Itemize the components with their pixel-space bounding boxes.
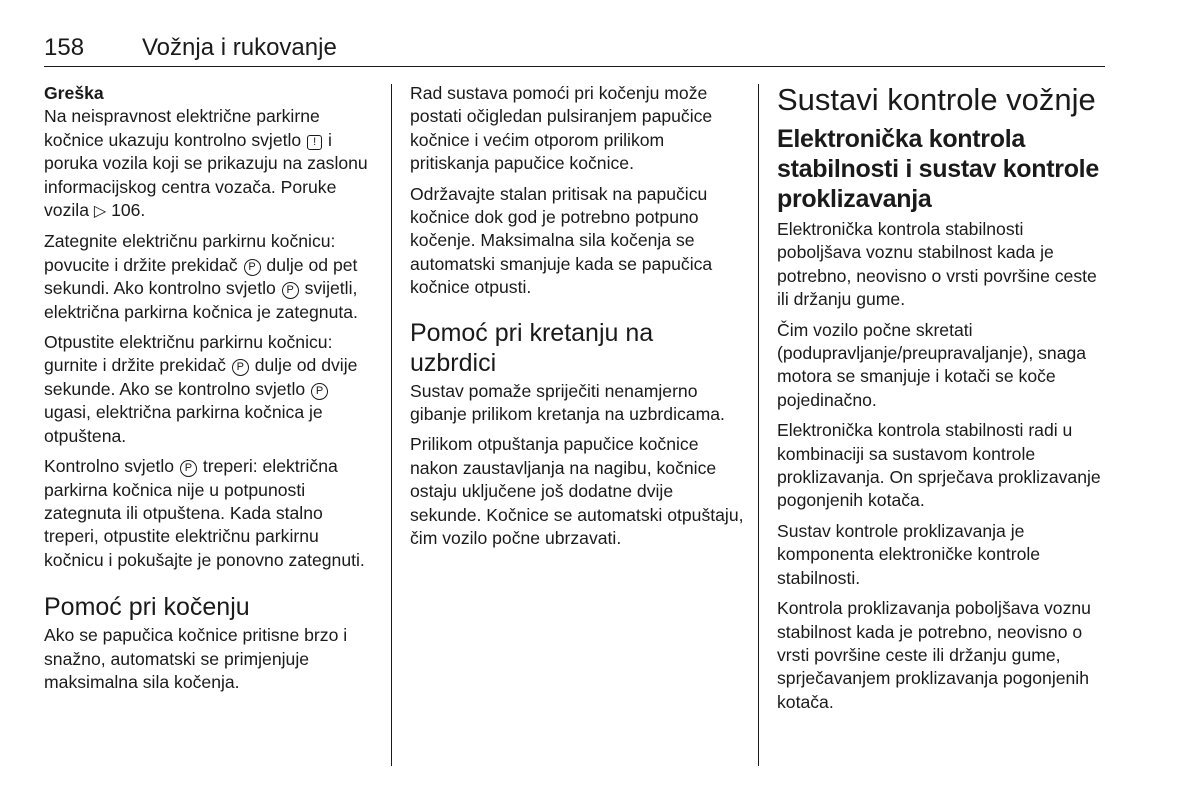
column-right [777, 82, 1107, 721]
paragraph-text: svijetli, električna parkirna kočnica je zategnuta. [44, 278, 358, 322]
column-divider [391, 84, 392, 766]
paragraph [44, 331, 376, 448]
paragraph: Čim vozilo počne skretati (podupravljanje/preupravaljanje), snaga motora se smanjuje i kotači se koče pojedinačno. [777, 319, 1087, 410]
section-heading-brake-assist: Pomoć pri kočenju [44, 593, 250, 622]
paragraph-text: Otpustite električnu parkirnu kočnicu: gurnite i držite prekidač [44, 332, 333, 376]
paragraph-text: i poruka vozila koji se prikazuju na zaslonu informacijskog centra vozača. Poruke vozila [44, 129, 368, 221]
column-middle [410, 82, 744, 558]
paragraph: Elektronička kontrola stabilnosti poboljšava voznu stabilnost kada je potrebno, neovisno o vrsti površine ceste ili držanju gume. [777, 219, 1097, 310]
paragraph-text: Kontrolno svjetlo [44, 456, 175, 477]
parking-brake-icon: P [244, 259, 261, 276]
paragraph-text: ugasi, električna parkirna kočnica je otpuštena. [44, 402, 323, 446]
paragraph: Sustav pomaže spriječiti nenamjerno gibanje prilikom kretanja na uzbrdicama. [410, 380, 725, 425]
paragraph [44, 105, 376, 223]
subsection-title: Elektronička kontrola stabilnosti i sustav kontrole proklizavanja [777, 125, 1099, 213]
section-title: Sustavi kontrole vožnje [777, 82, 1096, 117]
chapter-title: Vožnja i rukovanje [142, 34, 337, 61]
parking-brake-icon: P [311, 383, 328, 400]
section-heading-hill-start: Pomoć pri kretanju na uzbrdici [410, 318, 654, 377]
paragraph: Elektronička kontrola stabilnosti radi u kombinaciji sa sustavom kontrole proklizavanja. On sprječava proklizavanje pogonjenih kotača. [777, 420, 1101, 511]
paragraph-text: treperi: električna parkirna kočnica nije u potpunosti zategnuta ili otpuštena. Kada stalno treperi, otpustite električnu parkirnu kočnicu i pokušajte je ponovno zategnuti. [44, 456, 365, 570]
paragraph: Održavajte stalan pritisak na papučicu kočnice dok god je potrebno potpuno kočenje. Maksimalna sila kočenja se automatski smanjuje kada se papučica kočnice otpusti. [410, 183, 713, 298]
column-left [44, 82, 376, 701]
parking-brake-icon: P [232, 359, 249, 376]
paragraph-text: Na neispravnost električne parkirne kočnice ukazuju kontrolno svjetlo [44, 106, 320, 150]
error-subheading: Greška [44, 83, 104, 103]
paragraph-text: dulje od pet sekundi. Ako kontrolno svjetlo [44, 254, 358, 299]
paragraph: Ako se papučica kočnice pritisne brzo i snažno, automatski se primjenjuje maksimalna sila kočenja. [44, 625, 348, 692]
paragraph: Kontrola proklizavanja poboljšava voznu stabilnost kada je potrebno, neovisno o vrsti površine ceste ili držanju gume, sprječavanjem proklizavanja pogonjenih kotača. [777, 598, 1091, 712]
page-number: 158 [44, 34, 85, 61]
paragraph [44, 230, 376, 324]
column-divider [758, 84, 759, 766]
paragraph: Rad sustava pomoći pri kočenju može postati očigledan pulsiranjem papučice kočnice i većim otporom prilikom pritiskanja papučice kočnice. [410, 83, 713, 174]
brake-warning-icon: ! [307, 135, 322, 150]
paragraph-text: dulje od dvije sekunde. Ako se kontrolno svjetlo [44, 355, 358, 399]
reference-arrow-icon: ▷ [93, 203, 107, 221]
paragraph: Prilikom otpuštanja papučice kočnice nakon zaustavljanja na nagibu, kočnice ostaju uključene još dodatne dvije sekunde. Kočnice se automatski otpuštaju, čim vozilo počne ubrzavati. [410, 434, 744, 549]
paragraph [44, 455, 376, 572]
paragraph-text: Zategnite električnu parkirnu kočnicu: povucite i držite prekidač [44, 231, 336, 275]
paragraph: Sustav kontrole proklizavanja je komponenta elektroničke kontrole stabilnosti. [777, 520, 1041, 588]
page-header [44, 30, 1105, 67]
page-reference[interactable]: 106. [111, 200, 146, 221]
parking-brake-icon: P [282, 282, 299, 299]
parking-brake-icon: P [180, 460, 197, 477]
